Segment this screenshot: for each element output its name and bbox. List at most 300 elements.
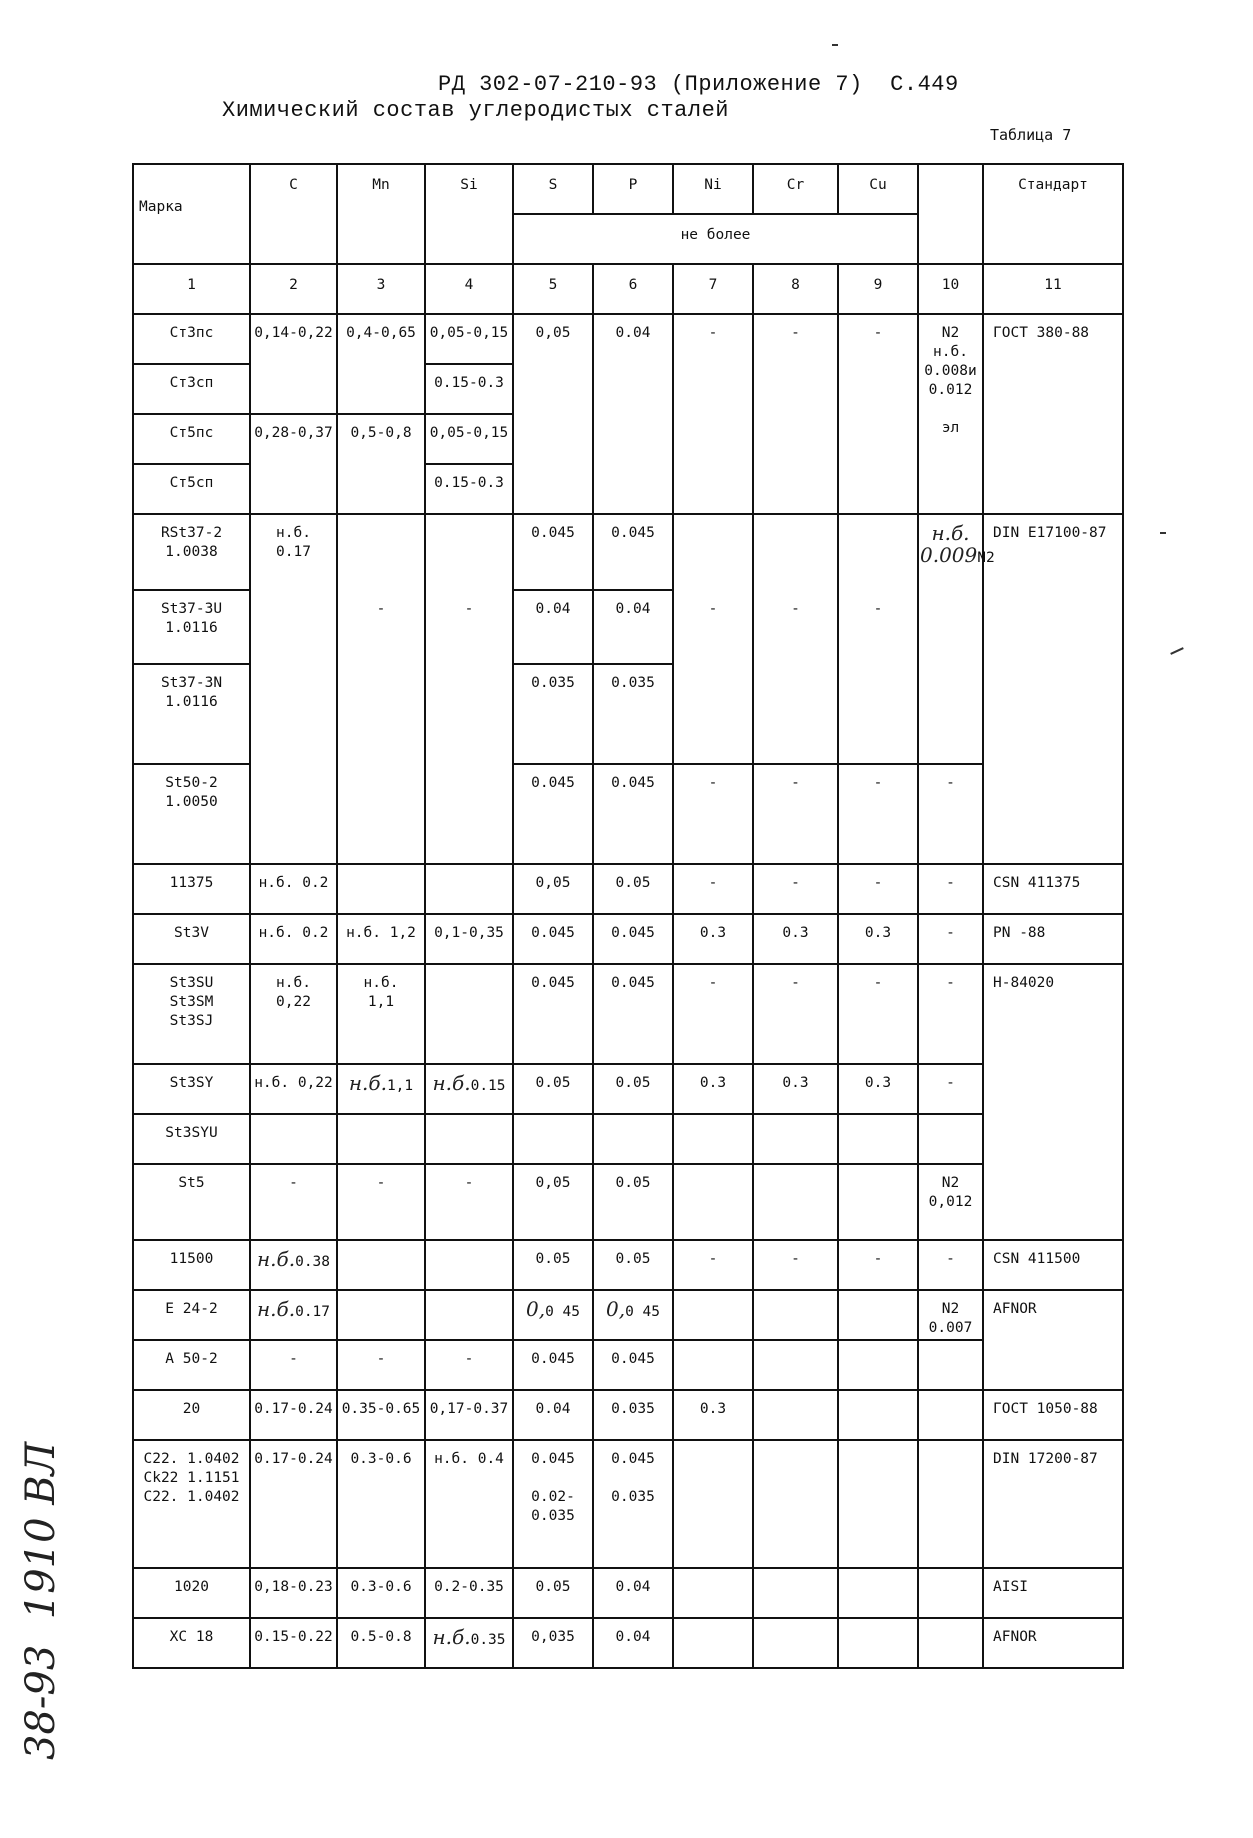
cell-value: 0.17-0.24 xyxy=(254,1451,333,1467)
handwritten-annotation: н.б. xyxy=(348,1071,387,1095)
table-cell-cr xyxy=(753,1240,838,1290)
cell-value: н.б. 1,1 xyxy=(363,975,399,1010)
cell-value: - xyxy=(708,601,718,617)
cell-value: 0.5-0.8 xyxy=(350,1629,412,1645)
table-cell-s xyxy=(513,1440,593,1568)
column-number: 1 xyxy=(187,277,196,293)
column-header-ni: Ni xyxy=(704,177,722,193)
table-cell-marka xyxy=(133,1164,250,1240)
cell-value: PN -88 xyxy=(993,925,1046,941)
cell-value: 0.3-0.6 xyxy=(350,1579,412,1595)
cell-value: - xyxy=(791,875,800,891)
cell-value: N2 xyxy=(977,550,995,566)
table-cell-si xyxy=(425,414,513,464)
column-header-p: P xyxy=(628,177,638,193)
table-cell-c xyxy=(250,1290,337,1340)
table-cell-si xyxy=(425,1390,513,1440)
table-cell-si xyxy=(425,914,513,964)
cell-value: 0,14-0,22 xyxy=(254,325,333,341)
cell-value: 0.035 xyxy=(611,1401,655,1417)
table-cell-p xyxy=(593,1440,673,1568)
column-header-marka: Марка xyxy=(139,199,183,215)
table-cell-marka xyxy=(133,1114,250,1164)
handwritten-annotation: 0, xyxy=(525,1297,546,1321)
cell-value: 0.04 xyxy=(615,325,651,341)
column-header-s: S xyxy=(548,177,558,193)
cell-value: - xyxy=(873,875,883,891)
cell-value: 0,05 xyxy=(535,875,571,891)
cell-value: 0.35 xyxy=(470,1632,506,1648)
cell-value: 0.15-0.3 xyxy=(434,475,504,491)
table-cell-p xyxy=(593,1618,673,1668)
cell-value: - xyxy=(791,325,800,341)
cell-value: 0.3 xyxy=(864,925,892,941)
table-cell-marka xyxy=(133,914,250,964)
cell-value: - xyxy=(873,1251,883,1267)
column-number: 3 xyxy=(376,277,386,293)
cell-value: - xyxy=(873,775,883,791)
column-header-cu: Cu xyxy=(869,177,887,193)
table-cell-mn xyxy=(337,1164,425,1240)
cell-value: DIN E17100-87 xyxy=(993,525,1107,541)
cell-value: - xyxy=(289,1351,298,1367)
cell-value: 0,18-0.23 xyxy=(254,1579,333,1595)
table-cell-p xyxy=(593,590,673,664)
cell-value: - xyxy=(464,1175,474,1191)
table-cell-p xyxy=(593,514,673,590)
scan-speck xyxy=(832,44,838,46)
table-cell-mn xyxy=(337,1340,425,1390)
table-cell-s xyxy=(513,1164,593,1240)
cell-value: A 50-2 xyxy=(165,1351,218,1367)
cell-value: 0,035 xyxy=(531,1629,575,1645)
cell-value: 0,1-0,35 xyxy=(434,925,504,941)
cell-value: 0.045 xyxy=(611,775,655,791)
table-cell-mn xyxy=(337,1618,425,1668)
table-cell-cu xyxy=(838,1064,918,1114)
table-cell-c xyxy=(250,1390,337,1440)
table-cell-cu xyxy=(838,314,918,364)
cell-value: 0.04 xyxy=(615,1629,651,1645)
table-cell-s xyxy=(513,914,593,964)
cell-value: 1020 xyxy=(174,1579,209,1595)
handwritten-annotation: 0, xyxy=(605,1297,626,1321)
cell-value: - xyxy=(708,1251,718,1267)
table-cell-c xyxy=(250,914,337,964)
cell-value: 0.035 xyxy=(531,675,575,691)
table-cell-cr xyxy=(753,764,838,864)
column-number: 4 xyxy=(464,277,474,293)
cell-value: 0.045 xyxy=(531,975,575,991)
column-header-not-more: не более xyxy=(680,227,751,243)
document-title: Химический состав углеродистых сталей xyxy=(222,98,729,123)
cell-value: RSt37-2 1.0038 xyxy=(160,525,223,560)
cell-value: N2 н.б. 0.008и 0.012 эл xyxy=(924,325,977,436)
table-cell-si xyxy=(425,314,513,364)
table-cell-c xyxy=(250,964,337,1064)
cell-value: 0.17 xyxy=(295,1304,331,1320)
table-cell-marka xyxy=(133,1340,250,1390)
cell-value: CSN 411500 xyxy=(993,1251,1081,1267)
table-cell-other xyxy=(918,314,983,534)
cell-value: - xyxy=(791,1251,800,1267)
table-cell-si xyxy=(425,364,513,414)
table-cell-si xyxy=(425,464,513,514)
cell-value: 0,05-0,15 xyxy=(429,325,509,341)
cell-value: 0.3 xyxy=(782,925,809,941)
cell-value: 0.045 0.02- 0.035 xyxy=(531,1451,575,1524)
cell-value: 0 45 xyxy=(625,1304,660,1320)
cell-value: 0.045 xyxy=(611,525,655,541)
table-cell-c xyxy=(250,1340,337,1390)
cell-value: 0.04 xyxy=(535,1401,571,1417)
table-cell-p xyxy=(593,1568,673,1618)
cell-value: - xyxy=(873,975,883,991)
table-cell-c xyxy=(250,514,337,590)
cell-value: E 24-2 xyxy=(165,1301,218,1317)
cell-value: н.б. 0.17 xyxy=(276,525,311,560)
table-cell-p xyxy=(593,1064,673,1114)
cell-value: St3SY xyxy=(169,1075,214,1091)
table-cell-marka xyxy=(133,664,250,764)
table-cell-marka xyxy=(133,964,250,1064)
table-cell-s xyxy=(513,1568,593,1618)
cell-value: 0.045 xyxy=(531,525,575,541)
table-cell-cr xyxy=(753,1064,838,1114)
cell-value: 0.3 xyxy=(699,1401,727,1417)
cell-value: 0.045 xyxy=(611,975,655,991)
table-cell-p xyxy=(593,964,673,1064)
cell-value: St3SU St3SM St3SJ xyxy=(169,975,214,1029)
table-cell-c xyxy=(250,414,337,464)
cell-value: Ст5сп xyxy=(169,475,214,491)
cell-value: 0.045 xyxy=(531,1351,575,1367)
cell-value: 0,17-0.37 xyxy=(429,1401,509,1417)
column-header-cr: Cr xyxy=(786,177,805,193)
cell-value: St50-2 1.0050 xyxy=(165,775,218,810)
cell-value: 0.3 xyxy=(782,1075,809,1091)
table-cell-marka xyxy=(133,1390,250,1440)
table-cell-s xyxy=(513,864,593,914)
column-number: 6 xyxy=(628,277,638,293)
table-cell-si xyxy=(425,1568,513,1618)
table-cell-p xyxy=(593,1240,673,1290)
cell-value: 0,05-0,15 xyxy=(429,425,509,441)
document-reference: РД 302-07-210-93 (Приложение 7) С.449 xyxy=(438,72,959,97)
table-cell-marka xyxy=(133,464,250,514)
handwritten-annotation: н.б. xyxy=(432,1071,471,1095)
table-cell-c xyxy=(250,864,337,914)
cell-value: AFNOR xyxy=(993,1301,1037,1317)
cell-value: - xyxy=(708,875,718,891)
cell-value: - xyxy=(791,775,800,791)
cell-value: 0,05 xyxy=(535,325,571,341)
cell-value: 0.04 xyxy=(615,1579,651,1595)
table-cell-ni xyxy=(673,964,753,1064)
cell-value: н.б. 0,22 xyxy=(254,1075,333,1091)
cell-value: 0.3 xyxy=(699,1075,727,1091)
table-cell-s xyxy=(513,964,593,1064)
cell-value: - xyxy=(946,875,955,891)
cell-value: 20 xyxy=(182,1401,201,1417)
table-cell-mn xyxy=(337,1568,425,1618)
table-cell-ni xyxy=(673,864,753,914)
cell-value: 11375 xyxy=(169,875,214,891)
cell-value: 0.17-0.24 xyxy=(254,1401,333,1417)
table-cell-p xyxy=(593,1290,673,1340)
table-cell-marka xyxy=(133,1064,250,1114)
column-header-standard: Стандарт xyxy=(1018,177,1088,193)
table-cell-mn xyxy=(337,590,425,664)
table-cell-cu xyxy=(838,964,918,1064)
cell-value: 0.05 xyxy=(535,1579,571,1595)
cell-value: 0.035 xyxy=(611,675,655,691)
table-cell-p xyxy=(593,1340,673,1390)
table-cell-p xyxy=(593,314,673,364)
table-cell-mn xyxy=(337,314,425,364)
column-header-si: Si xyxy=(460,177,478,193)
table-cell-marka xyxy=(133,590,250,664)
table-cell-si xyxy=(425,1618,513,1668)
table-cell-mn xyxy=(337,1064,425,1114)
table-cell-s xyxy=(513,664,593,764)
table-cell-marka xyxy=(133,314,250,364)
cell-value: - xyxy=(708,975,718,991)
cell-value: 0.38 xyxy=(295,1254,331,1270)
column-number: 5 xyxy=(548,277,558,293)
handwritten-annotation: н.б. 0.009 xyxy=(920,521,978,567)
cell-value: - xyxy=(376,1175,386,1191)
table-cell-marka xyxy=(133,1568,250,1618)
cell-value: 0.05 xyxy=(615,1075,651,1091)
table-cell-other xyxy=(918,514,995,734)
table-cell-p xyxy=(593,1164,673,1240)
table-cell-c xyxy=(250,1440,337,1568)
table-cell-c xyxy=(250,314,337,364)
cell-value: AFNOR xyxy=(993,1629,1037,1645)
table-cell-c xyxy=(250,1568,337,1618)
cell-value: CSN 411375 xyxy=(993,875,1081,891)
cell-value: 0,28-0,37 xyxy=(254,425,333,441)
cell-value: - xyxy=(791,975,800,991)
table-cell-p xyxy=(593,914,673,964)
cell-value: 0.05 xyxy=(535,1075,571,1091)
table-cell-s xyxy=(513,314,593,364)
cell-value: - xyxy=(946,975,955,991)
cell-value: St3V xyxy=(174,925,209,941)
cell-value: 11500 xyxy=(169,1251,214,1267)
table-cell-cr xyxy=(753,590,838,664)
cell-value: - xyxy=(708,775,718,791)
cell-value: 0.045 xyxy=(611,1351,655,1367)
table-cell-mn xyxy=(337,914,425,964)
cell-value: - xyxy=(791,601,800,617)
table-cell-mn xyxy=(337,414,425,464)
table-cell-s xyxy=(513,1240,593,1290)
cell-value: 0.3 xyxy=(699,925,727,941)
cell-value: 0.05 xyxy=(615,875,651,891)
cell-value: 0 45 xyxy=(545,1304,580,1320)
cell-value: ГОСТ 1050-88 xyxy=(993,1401,1098,1417)
table-cell-c xyxy=(250,1064,337,1114)
cell-value: DIN 17200-87 xyxy=(993,1451,1098,1467)
cell-value: St37-3U 1.0116 xyxy=(160,601,223,636)
cell-value: N2 0.007 xyxy=(928,1301,973,1336)
cell-value: 0.3-0.6 xyxy=(350,1451,412,1467)
table-cell-mn xyxy=(337,964,425,1064)
cell-value: Ст3пс xyxy=(169,325,214,341)
cell-value: 0.045 xyxy=(531,775,575,791)
cell-value: 0.05 xyxy=(615,1175,651,1191)
cell-value: St37-3N 1.0116 xyxy=(160,675,223,710)
table-cell-s xyxy=(513,590,593,664)
table-cell-ni xyxy=(673,1064,753,1114)
table-cell-cu xyxy=(838,590,918,664)
table-cell-cu xyxy=(838,764,918,864)
cell-value: 0.045 xyxy=(531,925,575,941)
table-cell-cu xyxy=(838,1240,918,1290)
cell-value: 0.15 xyxy=(470,1078,506,1094)
column-number: 11 xyxy=(1044,277,1062,293)
cell-value: 0.05 xyxy=(535,1251,571,1267)
column-number: 9 xyxy=(873,277,883,293)
table-cell-ni xyxy=(673,764,753,864)
table-cell-marka xyxy=(133,1618,250,1668)
cell-value: St3SYU xyxy=(165,1125,218,1141)
table-cell-mn xyxy=(337,1440,425,1568)
cell-value: C22. 1.0402 Ck22 1.1151 C22. 1.0402 xyxy=(143,1451,240,1505)
cell-value: н.б. 0.4 xyxy=(434,1451,504,1467)
table-cell-marka xyxy=(133,1290,250,1340)
table-cell-marka xyxy=(133,414,250,464)
table-cell-cr xyxy=(753,964,838,1064)
table-cell-marka xyxy=(133,1440,250,1568)
table-cell-ni xyxy=(673,590,753,664)
table-cell-s xyxy=(513,1390,593,1440)
table-cell-mn xyxy=(337,1390,425,1440)
table-cell-cu xyxy=(838,914,918,964)
table-cell-p xyxy=(593,764,673,864)
handwritten-annotation: н.б. xyxy=(256,1297,296,1321)
cell-value: 0,05 xyxy=(535,1175,571,1191)
table-cell-c xyxy=(250,1164,337,1240)
cell-value: H-84020 xyxy=(993,975,1055,991)
table-cell-cu xyxy=(838,864,918,914)
column-number: 8 xyxy=(791,277,800,293)
cell-value: 0.045 xyxy=(611,925,655,941)
cell-value: - xyxy=(464,601,474,617)
table-cell-marka xyxy=(133,764,250,864)
column-number: 10 xyxy=(941,277,960,293)
table-cell-marka xyxy=(133,864,250,914)
table-cell-ni xyxy=(673,1390,753,1440)
table-cell-p xyxy=(593,1390,673,1440)
cell-value: - xyxy=(946,775,955,791)
cell-value: 0.3 xyxy=(864,1075,892,1091)
cell-value: - xyxy=(289,1175,298,1191)
cell-value: 0.15-0.22 xyxy=(254,1629,333,1645)
cell-value: - xyxy=(946,1251,955,1267)
table-cell-cr xyxy=(753,314,838,364)
cell-value: 0.05 xyxy=(615,1251,651,1267)
table-cell-marka xyxy=(133,1240,250,1290)
cell-value: 1,1 xyxy=(386,1078,414,1094)
table-cell-standard xyxy=(983,1618,1123,1838)
table-cell-ni xyxy=(673,1240,753,1290)
cell-value: - xyxy=(946,925,955,941)
cell-value: XC 18 xyxy=(169,1629,214,1645)
table-cell-standard xyxy=(983,964,1123,1184)
table-cell-cr xyxy=(753,864,838,914)
table-cell-cr xyxy=(753,914,838,964)
column-header-mn: Mn xyxy=(372,177,390,193)
handwritten-annotation: н.б. xyxy=(432,1625,471,1649)
table-cell-si xyxy=(425,1164,513,1240)
cell-value: - xyxy=(376,601,386,617)
cell-value: N2 0,012 xyxy=(928,1175,973,1210)
table-cell-s xyxy=(513,1618,593,1668)
cell-value: 0.2-0.35 xyxy=(434,1579,504,1595)
scan-speck xyxy=(1160,532,1166,534)
table-label: Таблица 7 xyxy=(990,126,1072,144)
table-cell-p xyxy=(593,864,673,914)
cell-value: AISI xyxy=(993,1579,1028,1595)
cell-value: 0,5-0,8 xyxy=(350,425,412,441)
table-cell-si xyxy=(425,590,513,664)
cell-value: - xyxy=(376,1351,386,1367)
cell-value: - xyxy=(946,1075,955,1091)
cell-value: 0.15-0.3 xyxy=(434,375,504,391)
table-cell-si xyxy=(425,1340,513,1390)
handwritten-annotation: н.б. xyxy=(256,1247,296,1271)
cell-value: Ст5пс xyxy=(169,425,214,441)
table-cell-ni xyxy=(673,914,753,964)
cell-value: - xyxy=(873,601,883,617)
cell-value: н.б. 1,2 xyxy=(346,925,416,941)
table-cell-marka xyxy=(133,364,250,414)
column-header-c: C xyxy=(289,177,298,193)
cell-value: н.б. 0.2 xyxy=(258,925,329,941)
table-cell-si xyxy=(425,1440,513,1568)
cell-value: 0.04 xyxy=(535,601,571,617)
cell-value: 0.04 xyxy=(615,601,651,617)
handwritten-margin-note: 38-93 1910 ВЛ xyxy=(18,1441,64,1760)
table-cell-s xyxy=(513,764,593,864)
table-cell-marka xyxy=(133,514,250,590)
cell-value: 0.045 0.035 xyxy=(611,1451,655,1505)
column-number: 2 xyxy=(289,277,298,293)
cell-value: н.б. 0,22 xyxy=(276,975,311,1010)
table-cell-s xyxy=(513,1290,593,1340)
table-cell-ni xyxy=(673,314,753,364)
cell-value: ГОСТ 380-88 xyxy=(993,325,1090,341)
table-cell-si xyxy=(425,1064,513,1114)
cell-value: 0.35-0.65 xyxy=(341,1401,421,1417)
table-cell-p xyxy=(593,664,673,764)
cell-value: 0,4-0,65 xyxy=(346,325,416,341)
cell-value: - xyxy=(708,325,718,341)
table-cell-standard xyxy=(983,514,1123,734)
cell-value: н.б. 0.2 xyxy=(258,875,329,891)
table-cell-c xyxy=(250,1618,337,1668)
table-cell-s xyxy=(513,1340,593,1390)
table-cell-c xyxy=(250,1240,337,1290)
table-cell-s xyxy=(513,1064,593,1114)
cell-value: Ст3сп xyxy=(169,375,214,391)
cell-value: - xyxy=(873,325,883,341)
table-cell-other xyxy=(918,1290,983,1510)
table-cell-s xyxy=(513,514,593,590)
